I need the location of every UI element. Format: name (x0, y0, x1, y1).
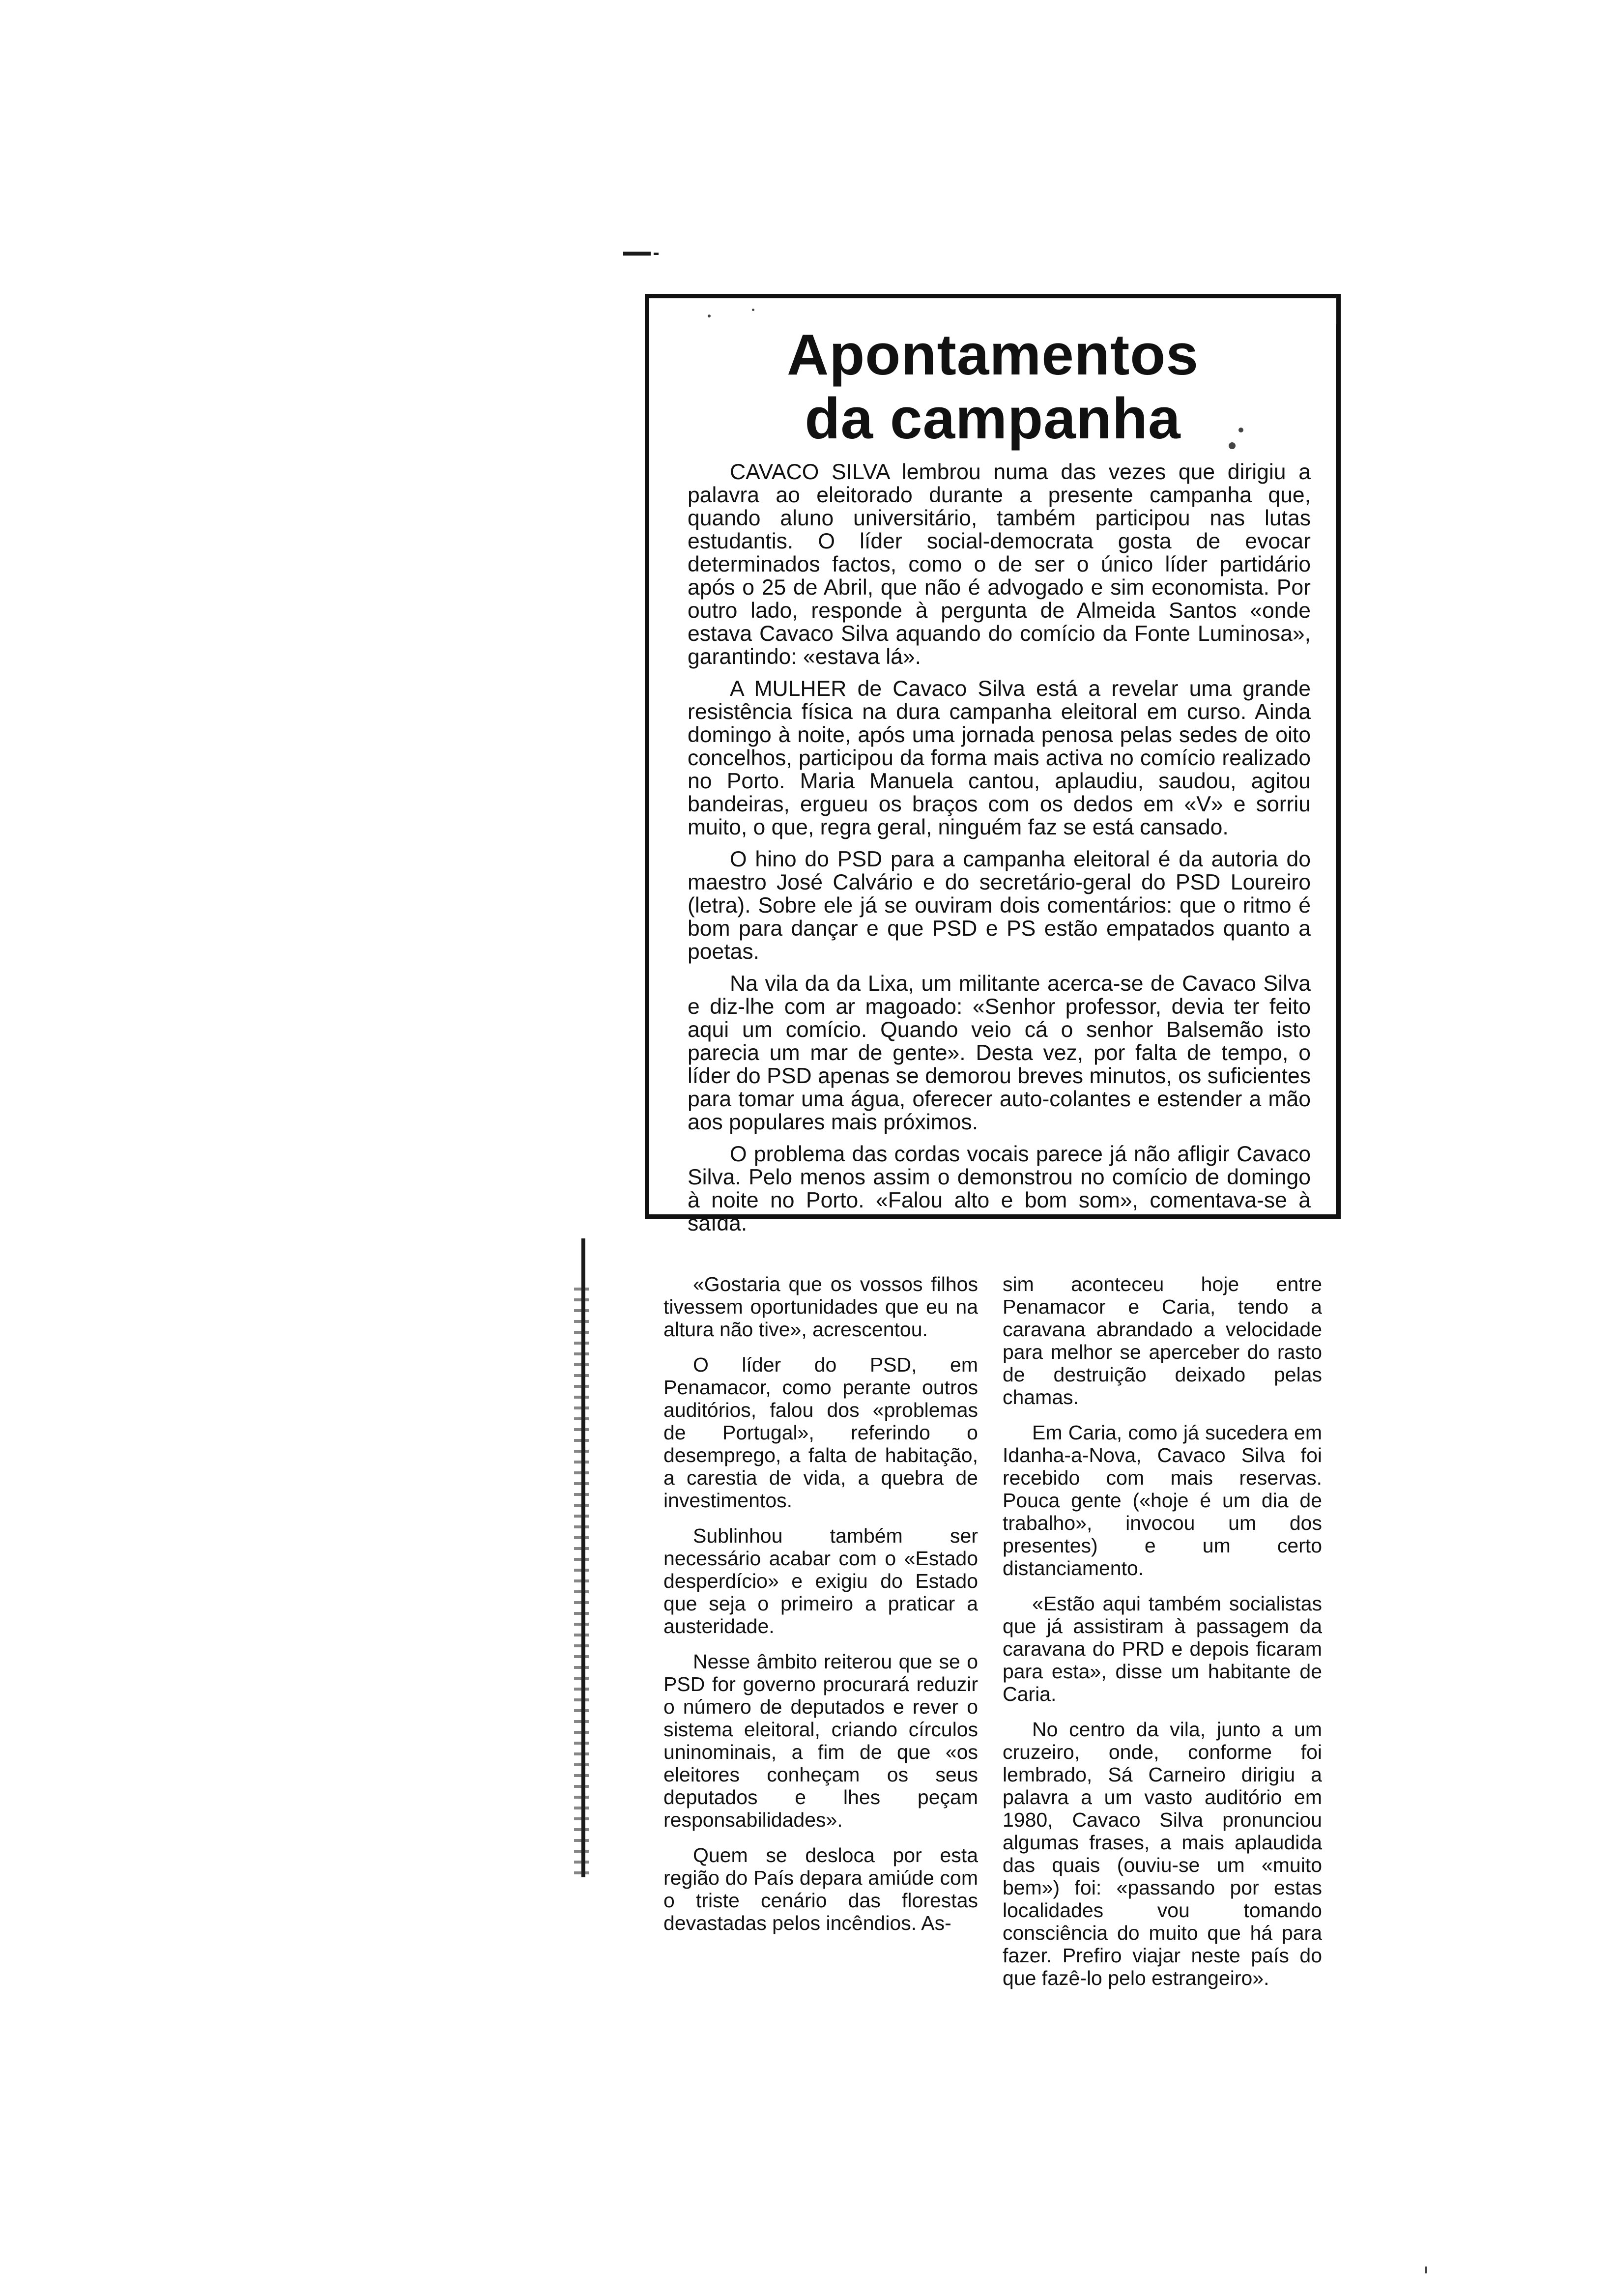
box-paragraph: O hino do PSD para a campanha eleitoral é da autoria do maestro José Calvário e do secretário-geral do PSD Loureiro (letra). Sobre ele já se ouviram dois comentários: que o ritmo é bom para dançar e que PSD e PS estão empatados quanto a poetas. (688, 847, 1311, 964)
scan-speck (708, 315, 711, 317)
scan-speck (752, 309, 754, 311)
box-paragraph: O problema das cordas vocais parece já não afligir Cavaco Silva. Pelo menos assim o demonstrou no comício de domingo à noite no Porto. «Falou alto e bom som», comentava-se à saída. (688, 1142, 1311, 1235)
column-paragraph: No centro da vila, junto a um cruzeiro, onde, conforme foi lembrado, Sá Carneiro dirigiu a palavra a um vasto auditório em 1980, Cavaco Silva pronunciou algumas frases, a mais aplaudida das quais (ouviu-se um «muito bem») foi: «passando por estas localidades vou tomando consciência do muito que há para fazer. Prefiro viajar neste país do que fazê-lo pelo estrangeiro». (1003, 1718, 1322, 1989)
scan-speck (1425, 2267, 1427, 2273)
top-left-mark (623, 252, 651, 256)
box-paragraph: A MULHER de Cavaco Silva está a revelar uma grande resistência física na dura campanha eleitoral em curso. Ainda domingo à noite, após uma jornada penosa pelas sedes de oito concelhos, participou da forma mais activa no comício realizado no Porto. Maria Manuela cantou, aplaudiu, saudou, agitou bandeiras, ergueu os braços com os dedos em «V» e sorriu muito, o que, regra geral, ninguém faz se está cansado. (688, 677, 1311, 839)
column-paragraph: «Gostaria que os vossos filhos tivessem oportunidades que eu na altura não tive», acrescentou. (663, 1273, 978, 1341)
article-column-right (1003, 1273, 1322, 2002)
box-paragraph: Na vila da da Lixa, um militante acerca-se de Cavaco Silva e diz-lhe com ar magoado: «Senhor professor, devia ter feito aqui um comício. Quando veio cá o senhor Balsemão isto parecia um mar de gente». Desta vez, por falta de tempo, o líder do PSD apenas se demorou breves minutos, os suficientes para tomar uma água, oferecer auto-colantes e estender a mão aos populares mais próximos. (688, 972, 1311, 1134)
sidebar-box (645, 294, 1341, 1235)
box-headline (649, 323, 1336, 451)
scan-speck (1238, 428, 1243, 432)
column-paragraph: O líder do PSD, em Penamacor, como perante outros auditórios, falou dos «problemas de Portugal», referindo o desemprego, a falta de habitação, a carestia de vida, a quebra de investimentos. (663, 1353, 978, 1512)
box-body (688, 460, 1311, 1244)
box-paragraph: CAVACO SILVA lembrou numa das vezes que dirigiu a palavra ao eleitorado durante a presente campanha que, quando aluno universitário, também participou nas lutas estudantis. O líder social-democrata gosta de evocar determinados factos, como o de ser o único líder partidário após o 25 de Abril, que não é advogado e sim economista. Por outro lado, responde à pergunta de Almeida Santos «onde estava Cavaco Silva aquando do comício da Fonte Luminosa», garantindo: «estava lá». (688, 460, 1311, 669)
headline-line-2: da campanha (805, 386, 1181, 451)
box-right-rule (1336, 324, 1339, 1219)
column-paragraph: Quem se desloca por esta região do País depara amiúde com o triste cenário das florestas devastadas pelos incêndios. As- (663, 1844, 978, 1934)
article-column-left (663, 1273, 978, 1947)
top-left-mark-dot (654, 253, 659, 255)
headline-line-1: Apontamentos (787, 322, 1199, 387)
scan-speck (1229, 442, 1236, 449)
column-paragraph: Nesse âmbito reiterou que se o PSD for governo procurará reduzir o número de deputados e rever o sistema eleitoral, criando círculos uninominais, a fim de que «os eleitores conheçam os seus deputados e lhes peçam responsabilidades». (663, 1650, 978, 1831)
scan-edge-noise (574, 1288, 589, 1877)
column-paragraph: Em Caria, como já sucedera em Idanha-a-Nova, Cavaco Silva foi recebido com mais reservas. Pouca gente («hoje é um dia de trabalho», invocou um dos presentes) e um certo distanciamento. (1003, 1421, 1322, 1579)
column-paragraph: sim aconteceu hoje entre Penamacor e Caria, tendo a caravana abrandado a velocidade para melhor se aperceber do rasto de destruição deixado pelas chamas. (1003, 1273, 1322, 1408)
column-paragraph: «Estão aqui também socialistas que já assistiram à passagem da caravana do PRD e depois ficaram para esta», disse um habitante de Caria. (1003, 1592, 1322, 1705)
column-paragraph: Sublinhou também ser necessário acabar com o «Estado desperdício» e exigiu do Estado que seja o primeiro a praticar a austeridade. (663, 1524, 978, 1637)
